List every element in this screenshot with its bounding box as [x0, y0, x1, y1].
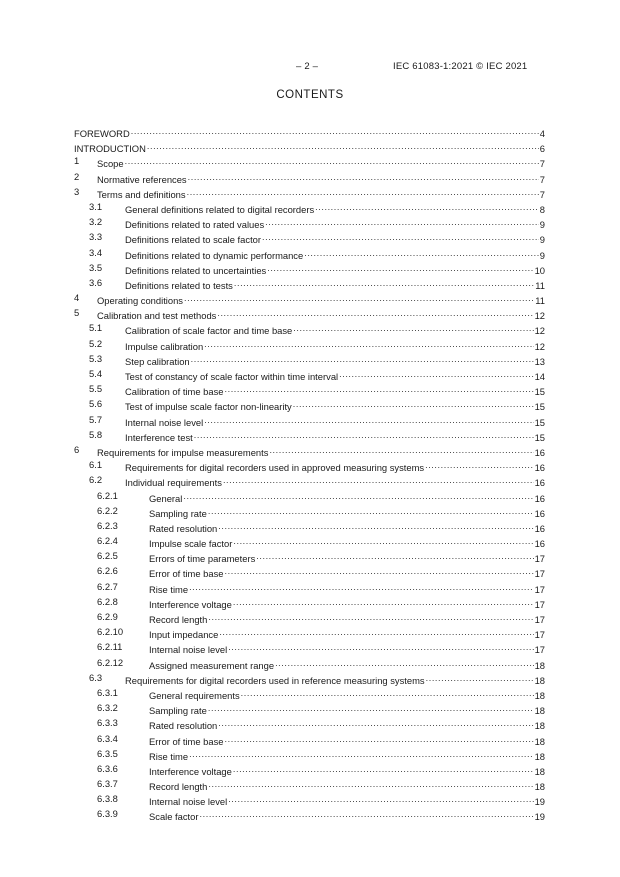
toc-dot-leader	[426, 672, 534, 684]
toc-entry-number: 6.3.9	[97, 808, 118, 820]
toc-dot-leader	[208, 505, 534, 517]
toc-entry[interactable]	[74, 611, 545, 626]
toc-entry-title: Rated resolution	[149, 720, 218, 732]
toc-entry[interactable]	[74, 338, 545, 353]
toc-entry-page: 9	[539, 249, 545, 261]
toc-dot-leader	[125, 155, 539, 167]
toc-entry-number: 5.5	[89, 383, 103, 395]
toc-entry[interactable]	[74, 520, 545, 535]
toc-entry[interactable]	[74, 748, 545, 763]
document-id: IEC 61083-1:2021 © IEC 2021	[393, 61, 528, 72]
toc-entry[interactable]	[74, 398, 545, 413]
toc-entry-title: Test of impulse scale factor non-linearity	[125, 401, 292, 413]
toc-entry-title: INTRODUCTION	[74, 143, 146, 155]
toc-dot-leader	[275, 657, 533, 669]
toc-entry-title: Input impedance	[149, 629, 219, 641]
toc-dot-leader	[241, 687, 534, 699]
toc-entry-number: 3.3	[89, 231, 103, 243]
toc-entry[interactable]	[74, 717, 545, 732]
toc-entry-page: 17	[534, 629, 545, 641]
toc-dot-leader	[256, 550, 533, 562]
toc-dot-leader	[233, 763, 534, 775]
toc-entry-title: Record length	[149, 781, 208, 793]
toc-entry[interactable]	[74, 626, 545, 641]
toc-entry[interactable]	[74, 262, 545, 277]
toc-entry-number: 3	[74, 185, 80, 197]
toc-entry-number: 6	[74, 443, 80, 455]
toc-dot-leader	[131, 125, 539, 137]
toc-dot-leader	[265, 216, 539, 228]
toc-entry-title: Definitions related to rated values	[125, 219, 265, 231]
toc-entry-page: 18	[534, 781, 545, 793]
toc-dot-leader	[269, 444, 533, 456]
toc-entry-page: 18	[534, 659, 545, 671]
toc-entry-title: Calibration of time base	[125, 386, 224, 398]
toc-entry-page: 18	[534, 750, 545, 762]
toc-dot-leader	[204, 414, 533, 426]
toc-entry[interactable]	[74, 414, 545, 429]
toc-entry-page: 13	[534, 355, 545, 367]
toc-entry-page: 19	[534, 811, 545, 823]
toc-entry-number: 6.2.11	[97, 641, 123, 653]
toc-entry-number: 5	[74, 307, 80, 319]
toc-entry-page: 18	[534, 689, 545, 701]
toc-entry-title: Internal noise level	[149, 644, 228, 656]
toc-entry-page: 14	[534, 371, 545, 382]
toc-entry-page: 16	[534, 446, 545, 458]
toc-dot-leader	[225, 565, 534, 577]
toc-entry-title: Calibration of scale factor and time base	[125, 325, 293, 337]
toc-entry-number: 6.3.7	[97, 778, 118, 790]
toc-entry-page: 15	[534, 401, 545, 413]
toc-entry[interactable]	[74, 231, 545, 246]
toc-dot-leader	[188, 171, 539, 183]
toc-entry-page: 18	[534, 674, 545, 686]
toc-entry[interactable]	[74, 383, 545, 398]
toc-dot-leader	[233, 535, 533, 547]
toc-entry[interactable]	[74, 444, 545, 459]
toc-entry-number: 6.2.12	[97, 656, 124, 668]
toc-entry-title: Sampling rate	[149, 507, 207, 519]
toc-entry-page: 17	[534, 583, 545, 595]
toc-entry-title: Individual requirements	[125, 477, 222, 489]
toc-entry-page: 18	[534, 720, 545, 732]
toc-dot-leader	[225, 383, 534, 395]
toc-entry-page: 4	[539, 128, 545, 139]
toc-entry[interactable]	[74, 778, 545, 793]
toc-entry-number: 6.2.5	[97, 550, 118, 562]
toc-entry-page: 8	[539, 203, 545, 215]
toc-entry-page: 15	[534, 431, 545, 443]
toc-entry-title: Requirements for digital recorders used in approved measuring systems	[125, 462, 425, 474]
toc-entry-number: 3.6	[89, 276, 103, 288]
toc-entry-number: 6.2.8	[97, 595, 118, 607]
toc-entry-number: 6.2.9	[97, 611, 118, 622]
toc-entry-number: 6.2	[89, 474, 103, 486]
toc-entry-page: 16	[534, 477, 545, 489]
toc-entry[interactable]	[74, 125, 545, 140]
toc-dot-leader	[339, 368, 533, 380]
toc-entry-title: Rise time	[149, 750, 189, 762]
toc-dot-leader	[208, 702, 534, 714]
toc-entry-title: Rated resolution	[149, 522, 218, 534]
toc-entry[interactable]	[74, 247, 545, 262]
toc-entry-title: Error of time base	[149, 735, 224, 747]
toc-entry-title: Step calibration	[125, 355, 190, 367]
toc-entry-number: 5.1	[89, 322, 103, 334]
toc-dot-leader	[267, 262, 533, 274]
toc-entry-number: 6.2.4	[97, 535, 118, 547]
toc-entry-page: 16	[534, 538, 545, 550]
toc-entry-page: 12	[534, 340, 545, 352]
toc-dot-leader	[217, 307, 533, 319]
toc-entry-number: 3.2	[89, 216, 103, 228]
toc-entry-page: 17	[534, 614, 545, 625]
toc-entry-title: Sampling rate	[149, 705, 207, 717]
toc-entry-number: 4	[74, 292, 80, 304]
toc-entry-number: 6.3.1	[97, 686, 118, 698]
toc-entry-page: 12	[534, 325, 545, 337]
toc-dot-leader	[218, 520, 533, 532]
toc-entry-page: 7	[539, 188, 545, 200]
toc-entry-page: 7	[539, 173, 545, 185]
toc-entry-title: Test of constancy of scale factor within time interval	[125, 371, 339, 382]
toc-entry-page: 11	[535, 279, 545, 291]
toc-dot-leader	[191, 353, 534, 365]
toc-entry[interactable]	[74, 808, 545, 823]
toc-entry-page: 19	[534, 796, 545, 808]
toc-entry-page: 17	[534, 553, 545, 565]
toc-entry-number: 2	[74, 170, 80, 182]
toc-entry[interactable]	[74, 277, 545, 292]
toc-entry-number: 6.2.6	[97, 565, 118, 577]
page-number: – 2 –	[296, 61, 319, 72]
toc-entry-number: 5.7	[89, 413, 103, 425]
toc-entry-title: General definitions related to digital recorders	[125, 203, 315, 215]
toc-entry-number: 6.3	[89, 671, 103, 683]
toc-dot-leader	[425, 459, 533, 471]
toc-entry[interactable]	[74, 201, 545, 216]
toc-entry-number: 6.3.2	[97, 702, 118, 714]
toc-entry-title: General requirements	[149, 689, 240, 701]
toc-entry-page: 18	[534, 705, 545, 717]
toc-entry[interactable]	[74, 186, 545, 201]
toc-entry-number: 1	[74, 155, 80, 167]
toc-dot-leader	[304, 247, 539, 259]
toc-entry-number: 6.3.3	[97, 717, 118, 729]
toc-entry[interactable]	[74, 687, 545, 702]
toc-entry[interactable]	[74, 322, 545, 337]
toc-entry-number: 6.2.2	[97, 504, 118, 516]
toc-entry[interactable]	[74, 459, 545, 474]
toc-entry-number: 6.3.8	[97, 793, 118, 805]
toc-entry-number: 6.2.1	[97, 489, 118, 501]
toc-entry-title: Definitions related to uncertainties	[125, 264, 267, 276]
toc-dot-leader	[223, 474, 534, 486]
toc-dot-leader	[208, 611, 533, 623]
toc-dot-leader	[187, 186, 539, 198]
toc-entry-title: Interference voltage	[149, 765, 232, 777]
toc-entry[interactable]	[74, 733, 545, 748]
toc-entry-title: Requirements for impulse measurements	[97, 446, 269, 458]
toc-entry-page: 18	[534, 735, 545, 747]
toc-entry[interactable]	[74, 490, 545, 505]
page-title: CONTENTS	[276, 89, 344, 101]
toc-entry-title: Internal noise level	[125, 416, 204, 428]
toc-entry-page: 7	[539, 158, 545, 170]
toc-entry-title: Internal noise level	[149, 796, 228, 808]
toc-dot-leader	[234, 277, 534, 289]
toc-entry-title: Impulse scale factor	[149, 538, 233, 550]
toc-entry[interactable]	[74, 565, 545, 580]
toc-entry-title: Definitions related to scale factor	[125, 234, 262, 246]
toc-dot-leader	[225, 733, 534, 745]
toc-dot-leader	[262, 231, 539, 243]
toc-entry-number: 6.1	[89, 459, 103, 471]
toc-dot-leader	[228, 793, 533, 805]
toc-entry-number: 5.4	[89, 368, 103, 379]
toc-dot-leader	[228, 641, 533, 653]
toc-entry-title: Record length	[149, 614, 208, 625]
toc-dot-leader	[315, 201, 539, 213]
toc-entry-title: Terms and definitions	[97, 188, 186, 200]
toc-entry-number: 6.3.6	[97, 762, 118, 774]
toc-entry-page: 9	[539, 219, 545, 231]
toc-entry-title: Operating conditions	[97, 295, 183, 307]
toc-entry-title: Impulse calibration	[125, 340, 204, 352]
toc-entry[interactable]	[74, 368, 545, 383]
toc-dot-leader	[184, 292, 534, 304]
toc-entry-title: Scale factor	[149, 811, 199, 823]
toc-entry-title: Definitions related to dynamic performance	[125, 249, 304, 261]
toc-entry[interactable]	[74, 505, 545, 520]
toc-entry-number: 6.2.3	[97, 519, 118, 531]
toc-entry[interactable]	[74, 702, 545, 717]
toc-dot-leader	[189, 581, 533, 593]
toc-entry-page: 15	[534, 386, 545, 398]
toc-entry[interactable]	[74, 474, 545, 489]
toc-entry-title: Error of time base	[149, 568, 224, 580]
toc-entry-number: 3.1	[89, 200, 103, 212]
toc-dot-leader	[219, 626, 533, 638]
toc-entry-page: 11	[535, 295, 545, 307]
toc-dot-leader	[218, 717, 533, 729]
toc-entry[interactable]	[74, 550, 545, 565]
toc-entry-number: 3.4	[89, 246, 103, 258]
toc-entry[interactable]	[74, 216, 545, 231]
toc-entry-title: Definitions related to tests	[125, 279, 233, 291]
toc-entry[interactable]	[74, 429, 545, 444]
toc-entry-number: 5.3	[89, 352, 103, 364]
toc-entry[interactable]	[74, 353, 545, 368]
toc-dot-leader	[293, 398, 534, 410]
toc-dot-leader	[147, 140, 539, 152]
toc-entry-page: 15	[534, 416, 545, 428]
toc-entry[interactable]	[74, 155, 545, 170]
toc-dot-leader	[194, 429, 534, 441]
toc-entry-number: 5.8	[89, 428, 103, 440]
toc-entry-number: 6.2.7	[97, 580, 118, 592]
toc-entry[interactable]	[74, 672, 545, 687]
toc-entry[interactable]	[74, 535, 545, 550]
toc-entry-title: General	[149, 492, 183, 504]
toc-entry-title: Errors of time parameters	[149, 553, 256, 565]
toc-entry-page: 16	[534, 507, 545, 519]
toc-entry-number: 6.2.10	[97, 626, 124, 638]
table-of-contents	[74, 125, 545, 824]
toc-dot-leader	[200, 808, 534, 820]
toc-entry[interactable]	[74, 140, 545, 155]
toc-entry-page: 17	[534, 644, 545, 656]
toc-entry-title: Assigned measurement range	[149, 659, 275, 671]
toc-entry-page: 10	[534, 264, 545, 276]
toc-entry[interactable]	[74, 307, 545, 322]
toc-entry-number: 6.3.4	[97, 732, 118, 744]
toc-entry[interactable]	[74, 657, 545, 672]
toc-entry-page: 16	[534, 522, 545, 534]
toc-entry-title: FOREWORD	[74, 128, 130, 139]
toc-entry-page: 6	[539, 143, 545, 155]
toc-entry-page: 18	[534, 765, 545, 777]
toc-entry-title: Calibration and test methods	[97, 310, 217, 322]
toc-entry-page: 12	[534, 310, 545, 322]
toc-entry-title: Rise time	[149, 583, 189, 595]
toc-entry-page: 17	[534, 598, 545, 610]
toc-entry[interactable]	[74, 641, 545, 656]
toc-entry-number: 5.2	[89, 337, 103, 349]
toc-dot-leader	[183, 490, 533, 502]
toc-entry-number: 3.5	[89, 261, 103, 273]
toc-dot-leader	[208, 778, 533, 790]
toc-entry[interactable]	[74, 596, 545, 611]
toc-dot-leader	[204, 338, 533, 350]
toc-entry-title: Scope	[97, 158, 124, 170]
toc-dot-leader	[233, 596, 534, 608]
toc-entry[interactable]	[74, 793, 545, 808]
toc-entry[interactable]	[74, 763, 545, 778]
toc-entry-title: Requirements for digital recorders used in reference measuring systems	[125, 674, 425, 686]
toc-entry-page: 17	[534, 568, 545, 580]
toc-entry-page: 9	[539, 234, 545, 246]
toc-entry[interactable]	[74, 292, 545, 307]
toc-dot-leader	[189, 748, 533, 760]
toc-entry-title: Normative references	[97, 173, 187, 185]
toc-entry[interactable]	[74, 581, 545, 596]
toc-dot-leader	[293, 322, 533, 334]
toc-entry-title: Interference test	[125, 431, 193, 443]
toc-entry-title: Interference voltage	[149, 598, 232, 610]
toc-entry-number: 6.3.5	[97, 747, 118, 759]
toc-entry-page: 16	[534, 492, 545, 504]
toc-entry[interactable]	[74, 171, 545, 186]
toc-entry-page: 16	[534, 462, 545, 474]
toc-entry-number: 5.6	[89, 398, 103, 410]
